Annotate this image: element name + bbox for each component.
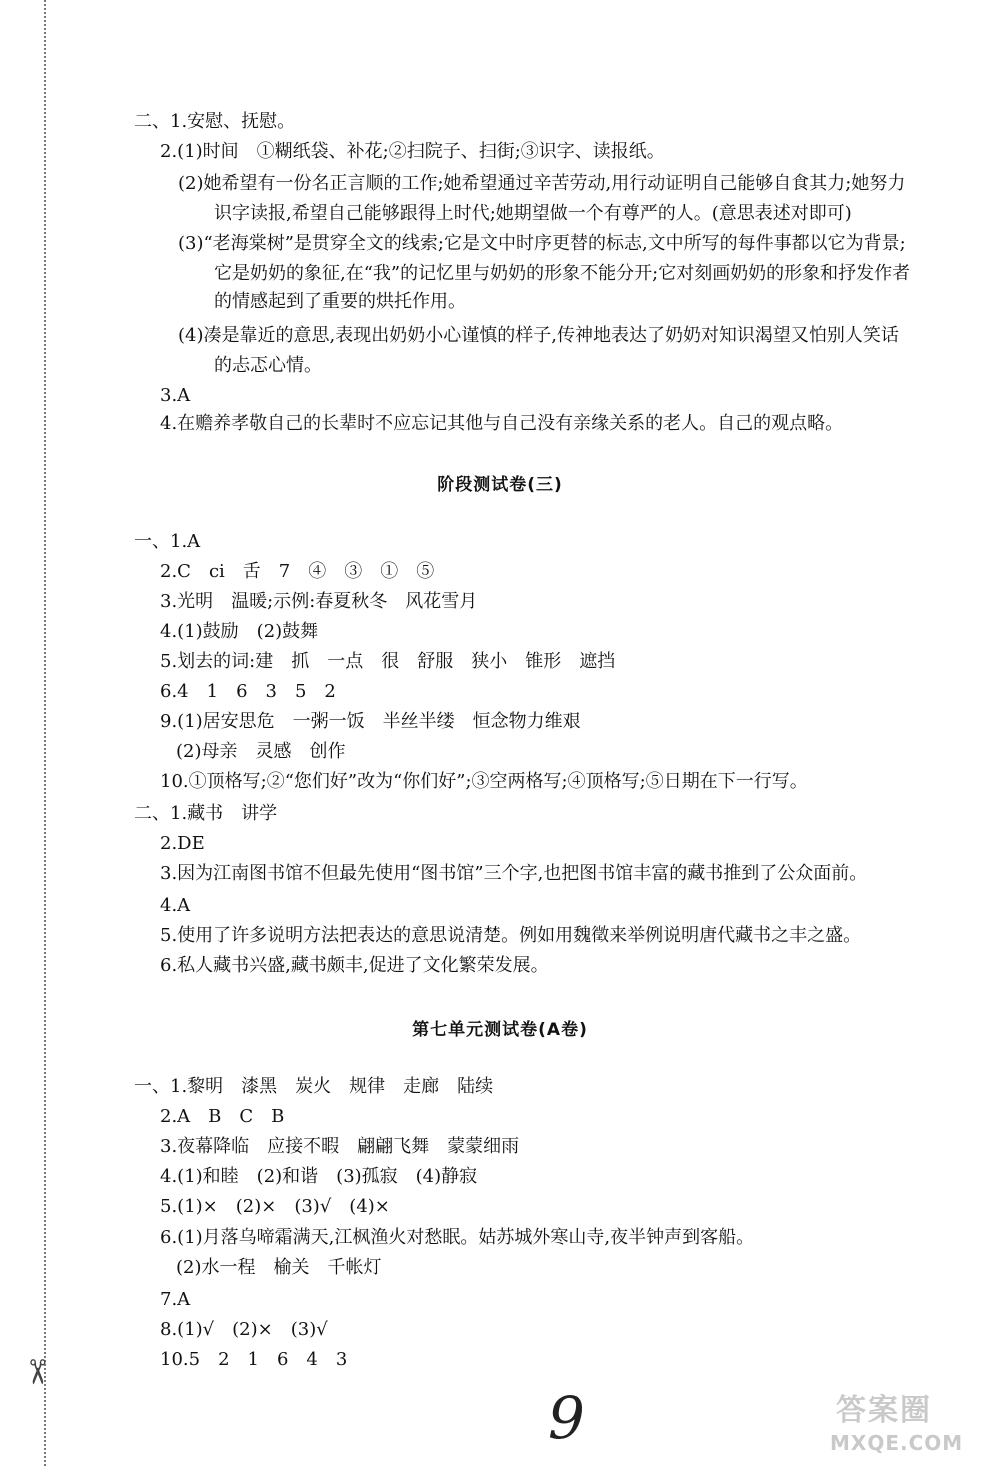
answer-line: 识字读报,希望自己能够跟得上时代;她期望做一个有尊严的人。(意思表述对即可)	[214, 203, 852, 224]
answer-line: 4.在赡养孝敬自己的长辈时不应忘记其他与自己没有亲缘关系的老人。自己的观点略。	[160, 413, 844, 434]
answer-line: 8.(1)√ (2)× (3)√	[160, 1319, 328, 1340]
answer-line: 二、1.藏书 讲学	[134, 803, 278, 824]
watermark-text: 答案圈	[836, 1393, 932, 1428]
answer-line: 3.夜幕降临 应接不暇 翩翩飞舞 蒙蒙细雨	[160, 1136, 520, 1157]
answer-line: 10.①顶格写;②“您们好”改为“你们好”;③空两格写;④顶格写;⑤日期在下一行写。	[160, 771, 808, 792]
answer-line: 9.(1)居安思危 一粥一饭 半丝半缕 恒念物力维艰	[160, 711, 581, 732]
answer-line: 3.因为江南图书馆不但最先使用“图书馆”三个字,也把图书馆丰富的藏书推到了公众面前。	[160, 863, 868, 884]
answer-line: 一、1.黎明 漆黑 炭火 规律 走廊 陆续	[134, 1076, 494, 1097]
answer-line: 它是奶奶的象征,在“我”的记忆里与奶奶的形象不能分开;它对刻画奶奶的形象和抒发作者	[214, 263, 911, 284]
answer-line: 2.(1)时间 ①糊纸袋、补花;②扫院子、扫街;③识字、读报纸。	[160, 141, 665, 162]
page-number: 9	[548, 1384, 585, 1452]
answer-line: 6.(1)月落乌啼霜满天,江枫渔火对愁眠。姑苏城外寒山寺,夜半钟声到客船。	[160, 1227, 755, 1248]
answer-line: (2)她希望有一份名正言顺的工作;她希望通过辛苦劳动,用行动证明自己能够自食其力;她努力	[178, 173, 906, 194]
answer-line: (2)母亲 灵感 创作	[176, 741, 346, 762]
answer-line: 6.4 1 6 3 5 2	[160, 681, 336, 702]
answer-line: 5.(1)× (2)× (3)√ (4)×	[160, 1196, 390, 1217]
answer-line: (2)水一程 榆关 千帐灯	[176, 1257, 382, 1278]
scissors-icon: ✂	[16, 1357, 57, 1387]
answer-line: 5.划去的词:建 抓 一点 很 舒服 狭小 锥形 遮挡	[160, 651, 616, 672]
watermark-url: MXQE.COM	[830, 1431, 964, 1455]
binding-dotted-line	[44, 0, 46, 1466]
answer-line: 2.A B C B	[160, 1106, 285, 1127]
section-title: 阶段测试卷(三)	[437, 475, 563, 495]
answer-line: 7.A	[160, 1289, 191, 1310]
answer-line: 2.C ci 舌 7 ④ ③ ① ⑤	[160, 561, 435, 582]
answer-line: (4)凑是靠近的意思,表现出奶奶小心谨慎的样子,传神地表达了奶奶对知识渴望又怕别人笑话	[178, 325, 899, 346]
section-title: 第七单元测试卷(A卷)	[412, 1020, 588, 1040]
answer-line: 10.5 2 1 6 4 3	[160, 1349, 348, 1370]
answer-line: 3.A	[160, 385, 191, 406]
answer-line: 2.DE	[160, 833, 205, 854]
answer-line: 4.(1)和睦 (2)和谐 (3)孤寂 (4)静寂	[160, 1166, 478, 1187]
answer-line: 的忐忑心情。	[214, 355, 322, 376]
answer-line: 的情感起到了重要的烘托作用。	[214, 291, 466, 312]
answer-line: (3)“老海棠树”是贯穿全文的线索;它是文中时序更替的标志,文中所写的每件事都以它为背景;	[178, 233, 906, 254]
answer-line: 6.私人藏书兴盛,藏书颇丰,促进了文化繁荣发展。	[160, 955, 549, 976]
watermark-logo	[828, 1385, 993, 1465]
answer-line: 4.(1)鼓励 (2)鼓舞	[160, 621, 319, 642]
answer-line: 二、1.安慰、抚慰。	[134, 111, 296, 132]
answer-line: 5.使用了许多说明方法把表达的意思说清楚。例如用魏徵来举例说明唐代藏书之丰之盛。	[160, 925, 862, 946]
answer-line: 4.A	[160, 895, 191, 916]
answer-line: 一、1.A	[134, 531, 201, 552]
answer-line: 3.光明 温暖;示例:春夏秋冬 风花雪月	[160, 591, 478, 612]
